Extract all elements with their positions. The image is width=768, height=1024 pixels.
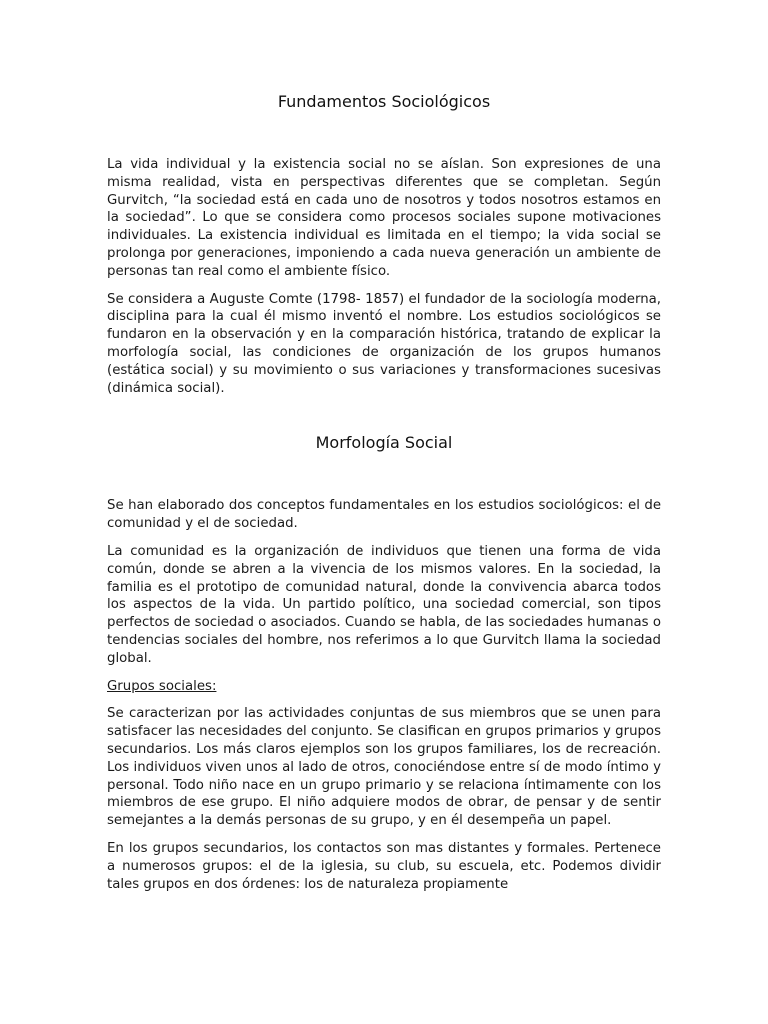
- paragraph: En los grupos secundarios, los contactos son mas distantes y formales. Pertenece a numerosos grupos: el de la iglesia, su club, su escuela, etc. Podemos dividir tales grupos en dos órdenes: los de naturaleza propiamente: [107, 840, 661, 892]
- section-title: Morfología Social: [315, 433, 453, 453]
- paragraph: Se han elaborado dos conceptos fundamentales en los estudios sociológicos: el de comunidad y el de sociedad.: [107, 498, 661, 532]
- subheading-paragraph: [107, 678, 661, 696]
- document-content: [107, 90, 661, 903]
- paragraph: La vida individual y la existencia social no se aíslan. Son expresiones de una misma realidad, vista en perspectivas diferentes que se completan. Según Gurvitch, “la sociedad está en cada uno de nosotros y todos nosotros estamos en la sociedad”. Lo que se considera como procesos sociales supone motivaciones individuales. La existencia individual es limitada en el tiempo; la vida social se prolonga por generaciones, imponiendo a cada nueva generación un ambiente de personas tan real como el ambiente físico.: [107, 157, 661, 279]
- document-title: Fundamentos Sociológicos: [277, 92, 491, 111]
- subheading: Grupos sociales:: [107, 678, 217, 694]
- paragraph: Se considera a Auguste Comte (1798- 1857) el fundador de la sociología moderna, disciplina para la cual él mismo inventó el nombre. Los estudios sociológicos se fundaron en la observación y en la comparación histórica, tratando de explicar la morfología social, las condiciones de organización de los grupos humanos (estática social) y su movimiento o sus variaciones y transformaciones sucesivas (dinámica social).: [107, 291, 661, 396]
- paragraph: Se caracterizan por las actividades conjuntas de sus miembros que se unen para satisfacer las necesidades del conjunto. Se clasifican en grupos primarios y grupos secundarios. Los más claros ejemplos son los grupos familiares, los de recreación. Los individuos viven unos al lado de otros, conociéndose entre sí de modo íntimo y personal. Todo niño nace en un grupo primario y se relaciona íntimamente con los miembros de ese grupo. El niño adquiere modos de obrar, de pensar y de sentir semejantes a la demás personas de su grupo, y en él desempeña un papel.: [107, 706, 661, 829]
- paragraph: La comunidad es la organización de individuos que tienen una forma de vida común, donde se abren a la vivencia de los mismos valores. En la sociedad, la familia es el prototipo de comunidad natural, donde la convivencia abarca todos los aspectos de la vida. Un partido político, una sociedad comercial, son tipos perfectos de sociedad o asociados. Cuando se habla, de las sociedades humanas o tendencias sociales del hombre, nos referimos a lo que Gurvitch llama la sociedad global.: [107, 543, 661, 666]
